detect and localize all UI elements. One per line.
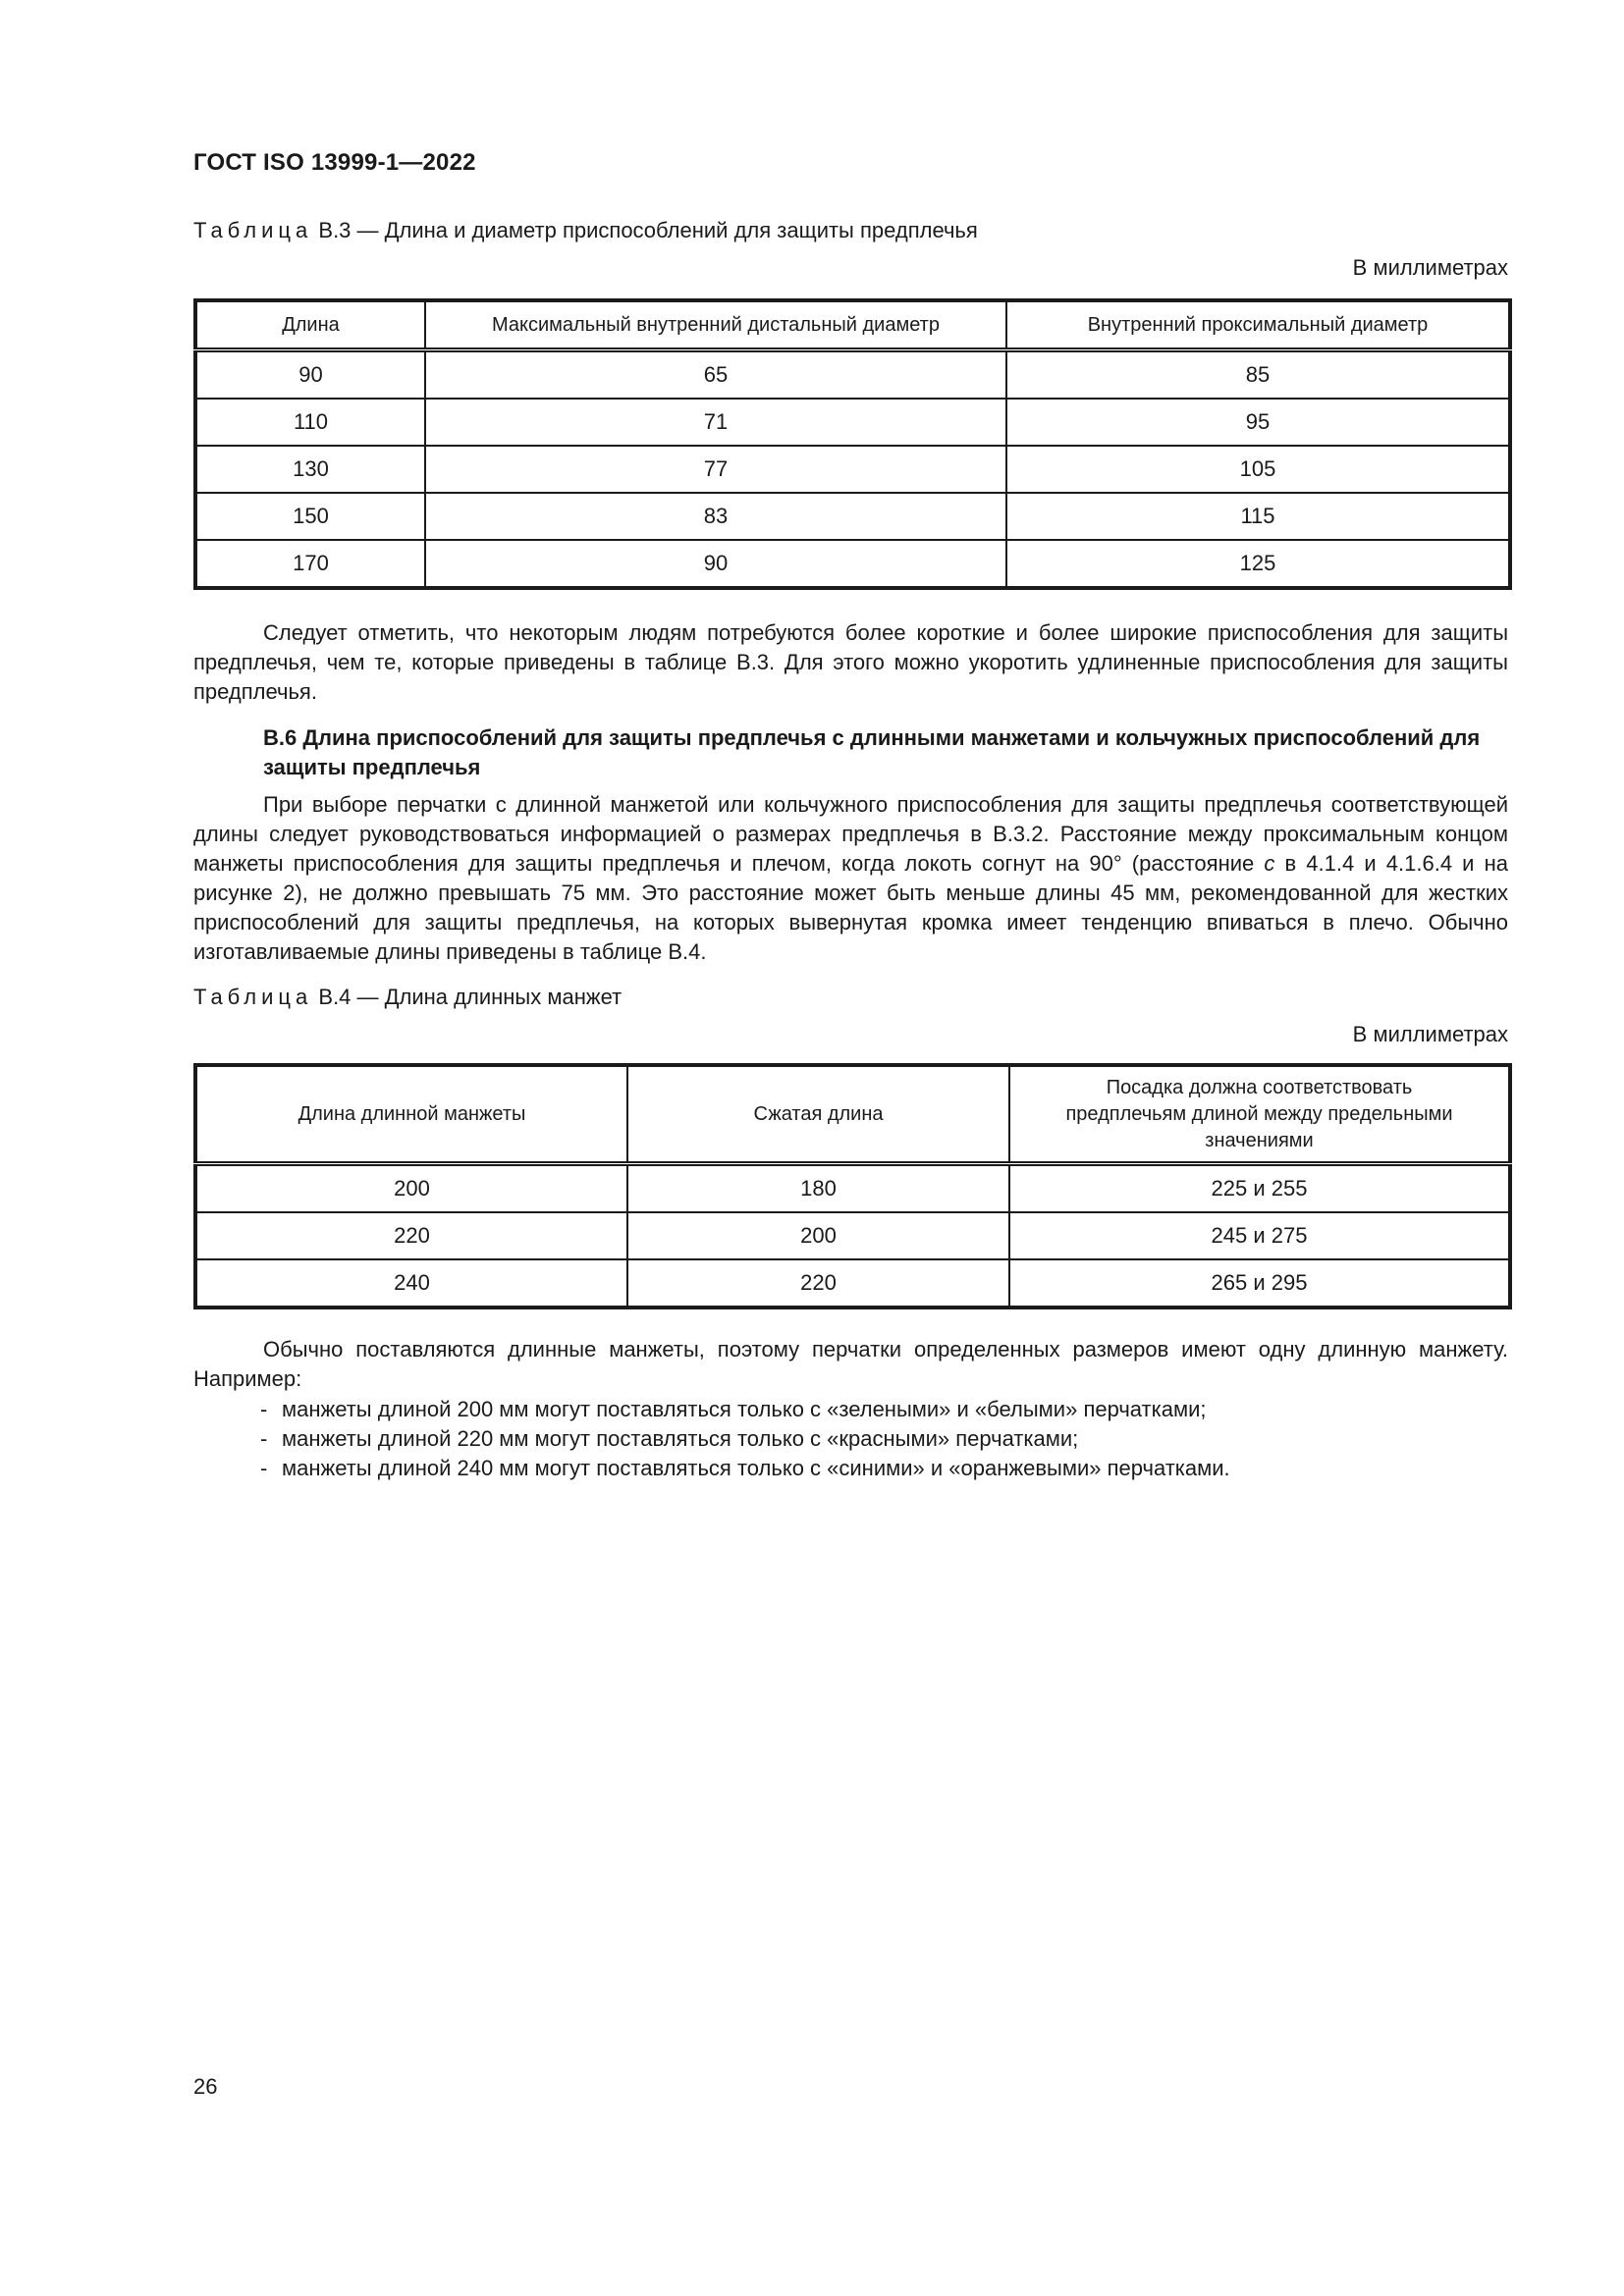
table-row	[195, 350, 1510, 400]
table-b3-units: В миллиметрах	[1352, 255, 1508, 280]
paragraph-text: Следует отметить, что некоторым людям потребуются более короткие и более широкие приспособления для защиты предплечья, чем те, которые приведены в таблице В.3. Для этого можно укоротить удлиненные приспособления для защиты предплечья.	[193, 620, 1508, 704]
table-row	[195, 399, 1510, 446]
table-b3-caption	[193, 218, 978, 243]
paragraph-note-b3	[193, 618, 1508, 707]
section-b6-heading: В.6 Длина приспособлений для защиты предплечья с длинными манжетами и кольчужных приспособлений для защиты предплечья	[263, 725, 1481, 779]
list-marker: -	[260, 1426, 268, 1451]
table-b3-caption-label: Таблица	[193, 218, 313, 242]
glove-cuff-list	[260, 1395, 1507, 1483]
table-cell: 200	[627, 1212, 1009, 1259]
column-header: Внутренний проксимальный диаметр	[1006, 300, 1510, 350]
table-b4-units: В миллиметрах	[1352, 1022, 1508, 1046]
table-row	[195, 1259, 1510, 1308]
table-cell: 65	[425, 350, 1006, 400]
column-header: Посадка должна соответствовать предплечьям длиной между предельными значениями	[1009, 1065, 1510, 1164]
column-header: Максимальный внутренний дистальный диаметр	[425, 300, 1006, 350]
table-b4-caption-title: В.4 — Длина длинных манжет	[318, 985, 623, 1009]
table-cell: 225 и 255	[1009, 1164, 1510, 1213]
table-b4	[193, 1063, 1512, 1309]
list-item-text: манжеты длиной 240 мм могут поставляться только с «синими» и «оранжевыми» перчатками.	[282, 1456, 1230, 1480]
table-cell: 83	[425, 493, 1006, 540]
paragraph-italic-var: c	[1264, 851, 1275, 876]
table-cell: 265 и 295	[1009, 1259, 1510, 1308]
table-cell: 105	[1006, 446, 1510, 493]
table-header-row	[195, 300, 1510, 350]
table-header-row	[195, 1065, 1510, 1164]
table-cell: 180	[627, 1164, 1009, 1213]
column-header: Длина длинной манжеты	[195, 1065, 627, 1164]
table-cell: 95	[1006, 399, 1510, 446]
column-header: Длина	[195, 300, 425, 350]
table-cell: 125	[1006, 540, 1510, 588]
table-b3-caption-title: В.3 — Длина и диаметр приспособлений для защиты предплечья	[318, 218, 978, 242]
table-cell: 110	[195, 399, 425, 446]
list-marker: -	[260, 1456, 268, 1480]
table-row	[195, 540, 1510, 588]
list-marker: -	[260, 1397, 268, 1421]
table-cell: 77	[425, 446, 1006, 493]
table-cell: 130	[195, 446, 425, 493]
table-cell: 85	[1006, 350, 1510, 400]
list-item-text: манжеты длиной 200 мм могут поставляться только с «зелеными» и «белыми» перчатками;	[282, 1397, 1207, 1421]
table-cell: 240	[195, 1259, 627, 1308]
table-row	[195, 493, 1510, 540]
table-row	[195, 1164, 1510, 1213]
table-cell: 115	[1006, 493, 1510, 540]
table-row	[195, 1212, 1510, 1259]
list-item	[260, 1395, 1507, 1424]
table-cell: 200	[195, 1164, 627, 1213]
table-row	[195, 446, 1510, 493]
paragraph-text: Обычно поставляются длинные манжеты, поэтому перчатки определенных размеров имеют одну длинную манжету. Например:	[193, 1337, 1508, 1391]
table-cell: 90	[195, 350, 425, 400]
column-header: Сжатая длина	[627, 1065, 1009, 1164]
document-header: ГОСТ ISO 13999-1—2022	[193, 149, 476, 176]
table-cell: 71	[425, 399, 1006, 446]
table-b4-caption-label: Таблица	[193, 985, 313, 1009]
closing-paragraph	[193, 1335, 1508, 1394]
table-cell: 150	[195, 493, 425, 540]
table-b4-caption	[193, 985, 622, 1010]
table-cell: 90	[425, 540, 1006, 588]
page-number: 26	[193, 2074, 218, 2099]
table-b3	[193, 298, 1512, 590]
section-b6-paragraph	[193, 790, 1508, 967]
table-cell: 245 и 275	[1009, 1212, 1510, 1259]
list-item	[260, 1454, 1507, 1483]
table-cell: 170	[195, 540, 425, 588]
list-item-text: манжеты длиной 220 мм могут поставляться только с «красными» перчатками;	[282, 1426, 1079, 1451]
table-cell: 220	[627, 1259, 1009, 1308]
paragraph-text: При выборе перчатки с длинной манжетой или кольчужного приспособления для защиты предплечья соответствующей длины следует руководствоваться информацией о размерах предплечья в В.3.2. Расстояние между проксимальным концом манжеты приспособления для защиты предплечья и плечом, когда локоть согнут на 90° (расстояние	[193, 792, 1508, 876]
paragraph-text: в 4.1.4 и 4.1.6.4 и на рисунке 2), не должно превышать 75 мм. Это расстояние может быть меньше длины 45 мм, рекомендованной для жестких приспособлений для защиты предплечья, на которых вывернутая кромка имеет тенденцию впиваться в плечо. Обычно изготавливаемые длины приведены в таблице В.4.	[193, 851, 1508, 964]
list-item	[260, 1424, 1507, 1454]
table-cell: 220	[195, 1212, 627, 1259]
